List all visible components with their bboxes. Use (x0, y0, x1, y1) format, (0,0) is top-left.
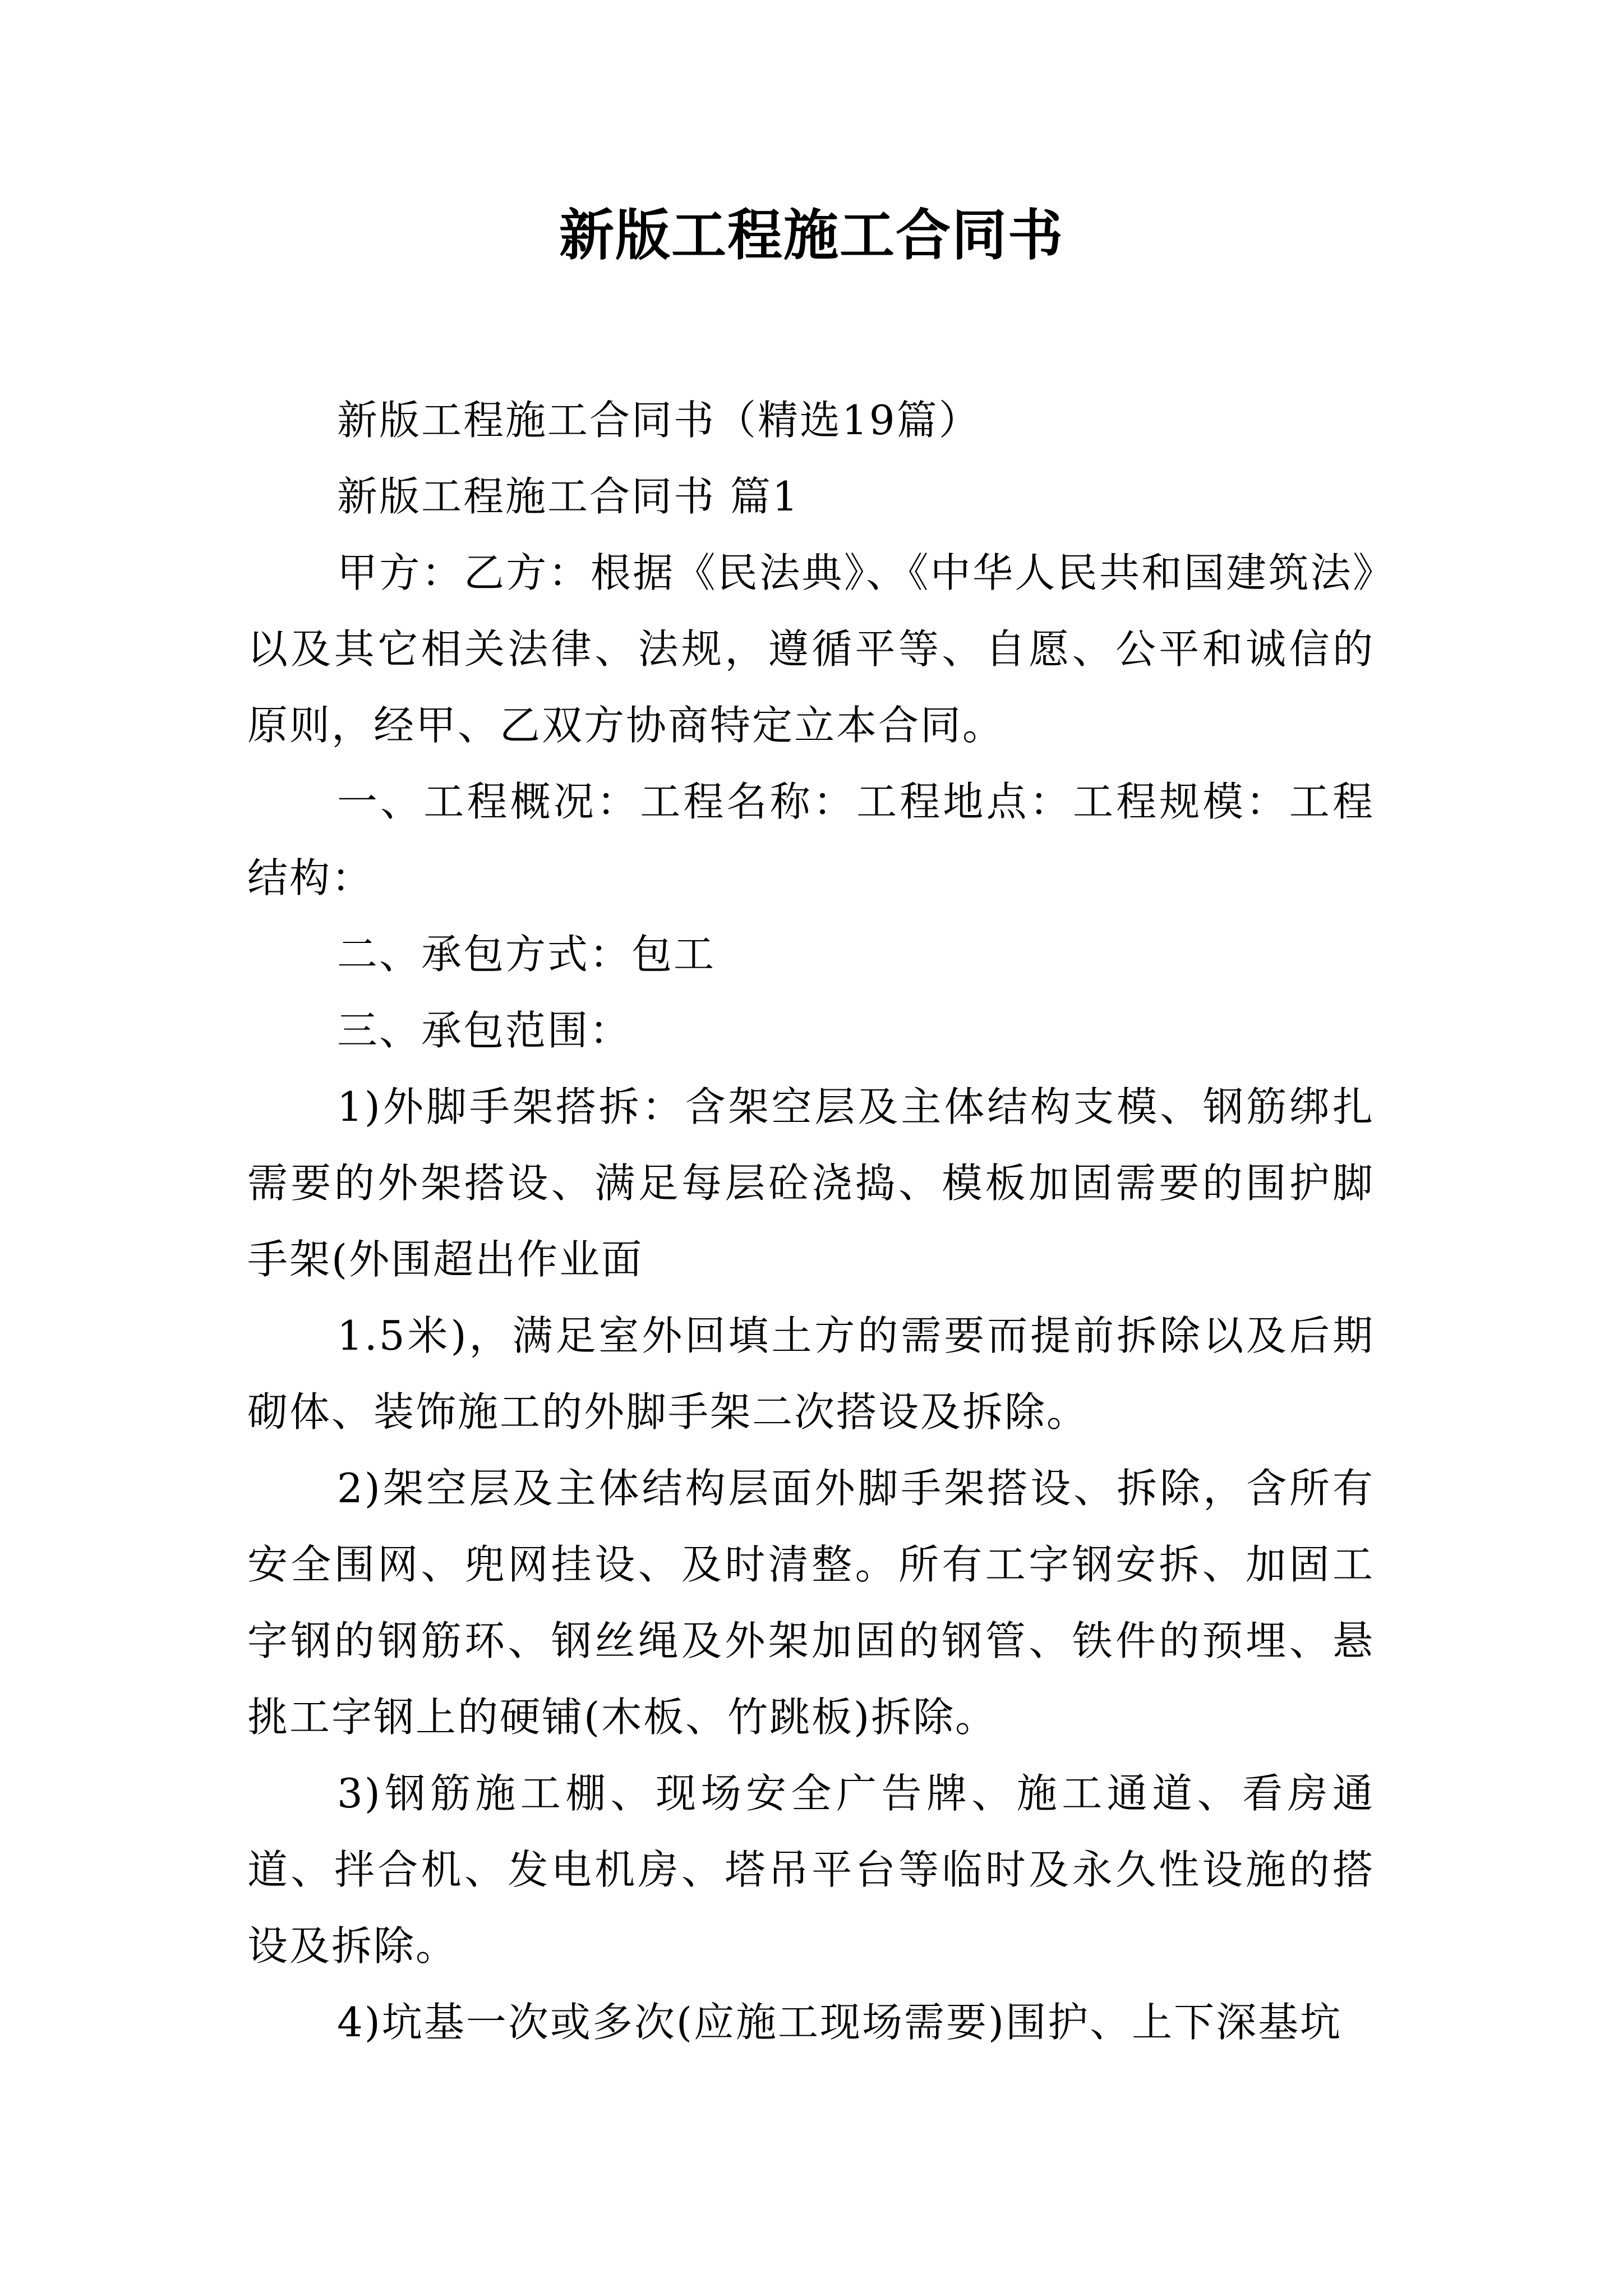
paragraph: 甲方：乙方：根据《民法典》、《中华人民共和国建筑法》以及其它相关法律、法规，遵循平等、自愿、公平和诚信的原则，经甲、乙双方协商特定立本合同。 (247, 549, 1375, 749)
document-title: 新版工程施工合同书 (559, 203, 1064, 268)
paragraph: 新版工程施工合同书（精选19篇） (337, 397, 981, 444)
paragraph: 4)坑基一次或多次(应施工现场需要)围护、上下深基坑 (337, 1999, 1343, 2046)
paragraph: 1.5米)，满足室外回填土方的需要而提前拆除以及后期砌体、装饰施工的外脚手架二次搭设及拆除。 (247, 1312, 1375, 1435)
paragraph: 三、承包范围： (337, 1007, 632, 1054)
paragraph: 3)钢筋施工棚、现场安全广告牌、施工通道、看房通道、拌合机、发电机房、塔吊平台等临时及永久性设施的搭设及拆除。 (247, 1770, 1375, 1970)
paragraph: 1)外脚手架搭拆：含架空层及主体结构支模、钢筋绑扎需要的外架搭设、满足每层砼浇捣、模板加固需要的围护脚手架(外围超出作业面 (247, 1083, 1375, 1283)
document-body (247, 382, 1375, 2060)
paragraph: 二、承包方式：包工 (337, 931, 716, 978)
paragraph: 新版工程施工合同书 篇1 (337, 473, 800, 520)
paragraph: 一、工程概况：工程名称：工程地点：工程规模：工程结构： (247, 778, 1375, 901)
paragraph: 2)架空层及主体结构层面外脚手架搭设、拆除，含所有安全围网、兜网挂设、及时清整。所有工字钢安拆、加固工字钢的钢筋环、钢丝绳及外架加固的钢管、铁件的预埋、悬挑工字钢上的硬铺(木板、竹跳板)拆除。 (247, 1465, 1375, 1741)
